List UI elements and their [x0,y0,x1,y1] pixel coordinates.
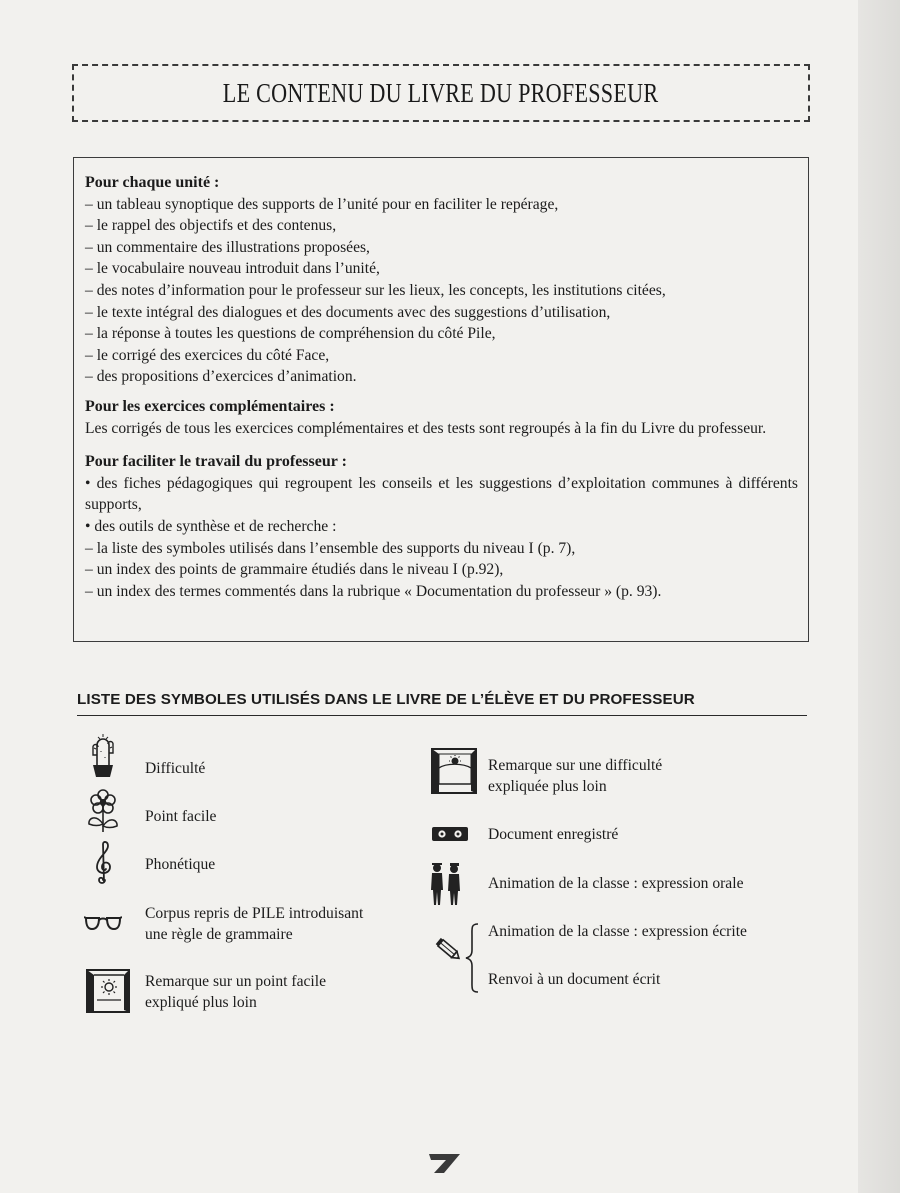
page-edge [858,0,900,1193]
pencil-icon [434,935,464,965]
flower-icon [86,788,120,834]
contents-box [73,157,809,642]
page-number-7-icon [426,1151,462,1175]
difficulty-remark-label-2: expliquée plus loin [488,778,607,795]
symbols-heading: LISTE DES SYMBOLES UTILISÉS DANS LE LIVRE DE L’ÉLÈVE ET DU PROFESSEUR [77,691,695,708]
unit-item: – des propositions d’exercices d’animation. [85,368,357,386]
easy-point-label: Point facile [145,808,217,825]
teacher-bullet-sheets: • des fiches pédagogiques qui regroupent les conseils et les suggestions d’exploitation communes à différents supports, [85,474,798,514]
unit-list [85,194,798,388]
exercises-heading: Pour les exercices complémentaires : [85,397,335,415]
easy-remark-label-2: expliqué plus loin [145,994,257,1011]
teacher-bullet-tools: • des outils de synthèse et de recherche : [85,517,337,535]
cassette-icon [431,826,469,842]
unit-item: – la réponse à toutes les questions de compréhension du côté Pile, [85,325,496,343]
written-doc-label: Renvoi à un document écrit [488,971,661,988]
easy-remark-label-1: Remarque sur un point facile [145,973,327,990]
exercises-text: Les corrigés de tous les exercices complémentaires et des tests sont regroupés à la fin du Livre du professeur. [85,419,767,437]
open-window-sun-icon [83,966,135,1016]
unit-heading: Pour chaque unité : [85,174,220,191]
people-talking-icon [428,860,464,906]
unit-item: – le texte intégral des dialogues et des documents avec des suggestions d’utilisation, [85,303,611,321]
corpus-label-1: Corpus repris de PILE introduisant [145,905,364,922]
teacher-item: – un index des points de grammaire étudiés dans le niveau I (p.92), [85,561,504,579]
cactus-icon [88,731,118,779]
brace-icon [464,922,480,994]
teacher-item: – la liste des symboles utilisés dans l’ensemble des supports du niveau I (p. 7), [85,539,576,557]
title-frame [72,64,810,122]
difficulty-remark-label-1: Remarque sur une difficulté [488,757,663,774]
oral-label: Animation de la classe : expression orale [488,875,744,892]
unit-item: – le rappel des objectifs et des contenus, [85,217,337,235]
written-label: Animation de la classe : expression écrite [488,923,747,940]
unit-item: – des notes d’information pour le professeur sur les lieux, les concepts, les institutions citées, [85,281,666,299]
treble-clef-icon [93,840,115,886]
unit-item: – un tableau synoptique des supports de l’unité pour en faciliter le repérage, [85,195,559,213]
heading-rule [77,715,807,716]
glasses-icon [84,914,122,932]
difficulty-label: Difficulté [145,760,206,777]
teacher-item: – un index des termes commentés dans la rubrique « Documentation du professeur » (p. 93). [85,582,662,600]
phonetics-label: Phonétique [145,856,216,873]
unit-item: – le corrigé des exercices du côté Face, [85,346,330,364]
teacher-heading: Pour faciliter le travail du professeur : [85,453,347,471]
unit-item: – un commentaire des illustrations proposées, [85,238,370,256]
page-title: LE CONTENU DU LIVRE DU PROFESSEUR [223,77,659,108]
recorded-label: Document enregistré [488,826,619,843]
corpus-label-2: une règle de grammaire [145,926,293,943]
unit-item: – le vocabulaire nouveau introduit dans l’unité, [85,260,380,278]
window-sun-icon [428,745,480,797]
